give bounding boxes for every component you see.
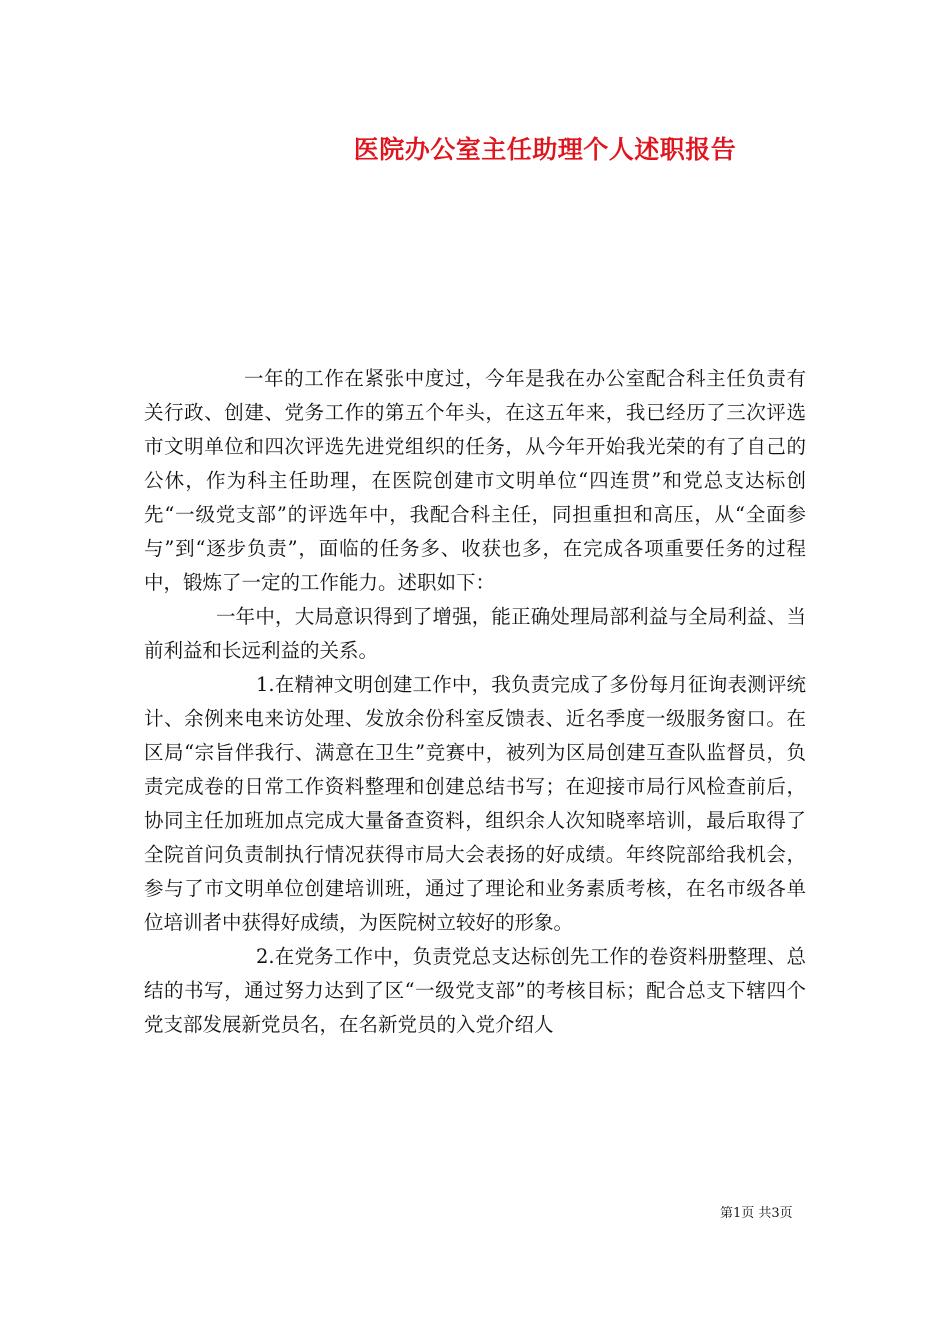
document-body (144, 362, 806, 1042)
paragraph-intro: 一年的工作在紧张中度过，今年是我在办公室配合科主任负责有关行政、创建、党务工作的第五个年头，在这五年来，我已经历了三次评选市文明单位和四次评选先进党组织的任务，从今年开始我光荣的有了自己的公休，作为科主任助理，在医院创建市文明单位“四连贯”和党总支达标创先“一级党支部”的评选年中，我配合科主任，同担重担和高压，从“全面参与”到“逐步负责”，面临的任务多、收获也多，在完成各项重要任务的过程中，锻炼了一定的工作能力。述职如下： (144, 367, 806, 594)
document-title: 医院办公室主任助理个人述职报告 (353, 135, 737, 164)
paragraph-party-work: 2.在党务工作中，负责党总支达标创先工作的卷资料册整理、总结的书写，通过努力达到了区“一级党支部”的考核目标；配合总支下辖四个党支部发展新党员名，在名新党员的入党介绍人 (144, 945, 806, 1036)
paragraph-overall: 一年中，大局意识得到了增强，能正确处理局部利益与全局利益、当前利益和长远利益的关系。 (144, 605, 806, 662)
paragraph-civilization-work: 1.在精神文明创建工作中，我负责完成了多份每月征询表测评统计、余例来电来访处理、发放余份科室反馈表、近名季度一级服务窗口。在区局“宗旨伴我行、满意在卫生”竞赛中，被列为区局创建互查队监督员，负责完成卷的日常工作资料整理和创建总结书写；在迎接市局行风检查前后，协同主任加班加点完成大量备查资料，组织余人次知晓率培训，最后取得了全院首问负责制执行情况获得市局大会表扬的好成绩。年终院部给我机会，参与了市文明单位创建培训班，通过了理论和业务素质考核，在名市级各单位培训者中获得好成绩，为医院树立较好的形象。 (144, 673, 806, 934)
page-number-footer: 第1页 共3页 (720, 1206, 793, 1221)
